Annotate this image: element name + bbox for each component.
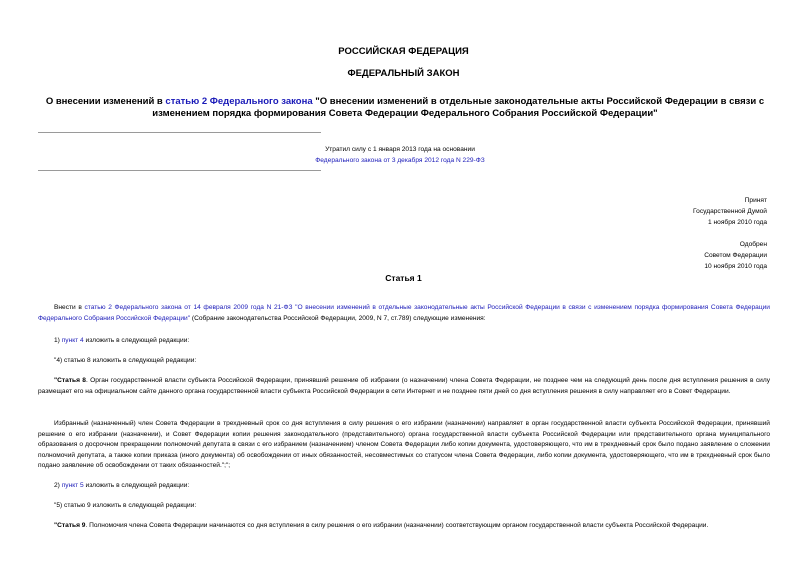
item-1-link[interactable]: пункт 4	[61, 337, 84, 344]
article-1-heading: Статья 1	[385, 273, 422, 283]
article-8-paragraph-2: Избранный (назначенный) член Совета Федерации в трехдневный срок со дня вступления в силу решения о его избрании (назначении) направляет в орган государственной власти субъекта Российской Федерации, принявший решение о его избрании (назначении), и Совет Федерации копии решения законодательного (представительного) органа государственной власти субъекта Российской Федерации или представительного органа муниципального образования о досрочном прекращении полномочий депутата в связи с его избранием (назначением) членом Совета Федерации либо копии документа, удостоверяющего, что им в трехдневный срок было подано заявление о сложении полномочий депутата, а также копии приказа (иного документа) об освобождении от иных обязанностей, несовместимых со статусом члена Совета Федерации, либо копии документа, удостоверяющего, что им в трехдневный срок было подано заявление об освобождении от таких обязанностей.";";	[38, 420, 770, 470]
article-8-paragraph-1	[38, 376, 770, 397]
article-9-text: . Полномочия члена Совета Федерации начинаются со дня вступления в силу решения о его избрании (назначении) соответствующим органом государственной власти субъекта Российской Федерации.	[85, 522, 709, 529]
article-8-text: . Орган государственной власти субъекта Российской Федерации, принявший решение об избрании (о назначении) члена Совета Федерации, не позднее чем на следующий день после дня вступления решения в силу размещает его на официальном сайте данного органа государственной власти субъекта Российской Федерации в сети Интернет и не позднее пяти дней со дня вступления решения в силу направляет его в Совет Федерации.	[38, 377, 770, 395]
law-type-heading: ФЕДЕРАЛЬНЫЙ ЗАКОН	[347, 68, 460, 79]
divider-top	[38, 132, 321, 133]
item-2-prefix: 2)	[54, 482, 62, 489]
intro-rest: (Собрание законодательства Российской Федерации, 2009, N 7, ст.789) следующие изменения:	[190, 314, 486, 322]
item-2-quote: "5) статью 9 изложить в следующей редакции:	[54, 502, 197, 509]
item-2-link[interactable]: пункт 5	[61, 482, 84, 489]
intro-prefix: Внести в	[54, 304, 85, 311]
lost-force-text: Утратил силу с 1 января 2013 года на основании	[325, 146, 475, 153]
lost-force-link[interactable]: Федерального закона от 3 декабря 2012 года N 229-ФЗ	[315, 157, 485, 164]
item-1-quote: "4) статью 8 изложить в следующей редакции:	[54, 357, 197, 364]
item-1	[54, 336, 189, 347]
article-9-paragraph	[38, 521, 770, 532]
country-heading: РОССИЙСКАЯ ФЕДЕРАЦИЯ	[338, 46, 469, 57]
approved-by: Советом Федерации	[704, 252, 767, 259]
accepted-date: 1 ноября 2010 года	[708, 219, 767, 226]
adoption-block	[567, 195, 767, 272]
law-subject-title	[30, 96, 780, 120]
item-1-prefix: 1)	[54, 337, 62, 344]
article-9-label: "Статья 9	[54, 522, 86, 529]
subject-article-link[interactable]: статью 2 Федерального закона	[165, 96, 313, 107]
article-1-intro	[38, 303, 770, 324]
accepted-label: Принят	[744, 197, 767, 204]
lost-force-note	[230, 144, 570, 166]
subject-prefix: О внесении изменений в	[45, 96, 166, 107]
divider-bottom	[38, 170, 321, 171]
accepted-by: Государственной Думой	[693, 208, 767, 215]
intro-law-link[interactable]: статью 2 Федерального закона от 14 февраля 2009 года N 21-ФЗ "О внесении изменений в отдельные законодательные акты Российской Федерации в связи с изменением порядка формирования Совета Федерации Федерального Собрания Российской Федерации"	[38, 304, 770, 322]
item-2	[54, 481, 189, 492]
approved-label: Одобрен	[739, 241, 767, 248]
approved-date: 10 ноября 2010 года	[704, 263, 767, 270]
item-2-rest: изложить в следующей редакции:	[83, 482, 190, 489]
article-8-label: "Статья 8	[54, 377, 86, 384]
item-1-rest: изложить в следующей редакции:	[83, 337, 190, 344]
subject-rest: "О внесении изменений в отдельные законодательные акты Российской Федерации в связи с изменением порядка формирования Совета Федерации Федерального Собрания Российской Федерации"	[152, 96, 765, 119]
